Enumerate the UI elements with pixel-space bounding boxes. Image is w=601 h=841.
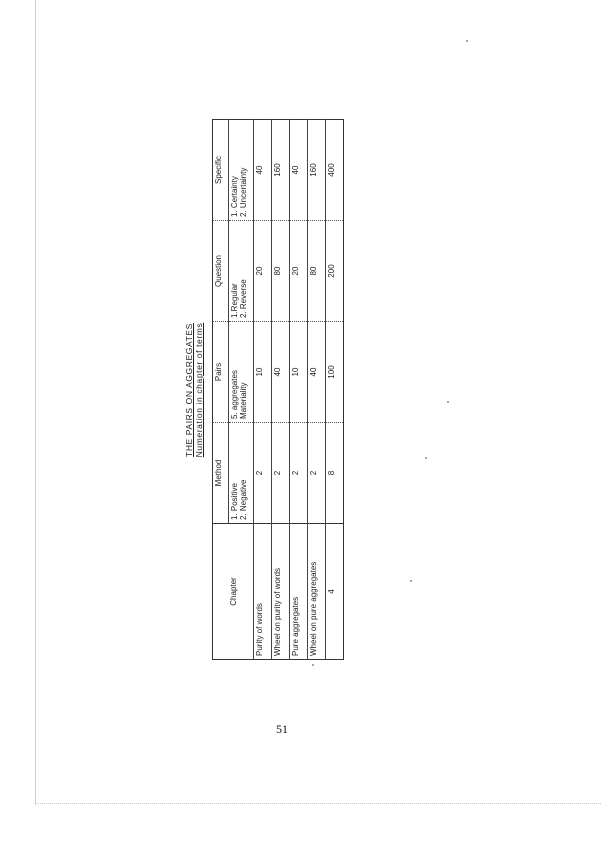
table-cell: 10 <box>254 322 272 423</box>
options-cell-specific <box>229 120 254 221</box>
table-cell: 2 <box>290 423 308 524</box>
table-cell: 2 <box>308 423 326 524</box>
table-title: THE PAIRS ON AGGREGATES <box>184 323 194 457</box>
option-line: 1. Positive <box>230 483 239 520</box>
row-label: Purity of words <box>254 524 272 660</box>
options-cell-pairs <box>229 322 254 423</box>
page-bottom-rule <box>35 803 601 805</box>
table-cell: 100 <box>326 322 344 423</box>
option-line: 1. Certainty <box>230 176 239 217</box>
option-line: 2. Uncertainty <box>239 167 248 217</box>
option-line: 2. Reverse <box>239 279 248 318</box>
option-line: 1.Regular <box>230 283 239 318</box>
table-cell: 200 <box>326 221 344 322</box>
option-line: 5. aggregates <box>230 370 239 419</box>
table-row <box>290 120 308 660</box>
table-header-row <box>213 120 229 660</box>
options-cell-question <box>229 221 254 322</box>
table-cell: 8 <box>326 423 344 524</box>
table-cell: 10 <box>290 322 308 423</box>
table-row <box>254 120 272 660</box>
table-row <box>308 120 326 660</box>
page-number: 51 <box>276 722 288 736</box>
table-cell: 20 <box>290 221 308 322</box>
table-cell: 80 <box>308 221 326 322</box>
aggregates-table <box>212 119 344 660</box>
column-header-specific: Specific <box>213 120 229 221</box>
table-title-block <box>184 120 206 660</box>
table-cell: 160 <box>272 120 290 221</box>
chapter-header: Chapter <box>213 524 254 660</box>
table-cell: 2 <box>254 423 272 524</box>
table-cell: 40 <box>290 120 308 221</box>
table-cell: 400 <box>327 163 336 177</box>
scan-speck <box>447 401 449 403</box>
column-header-question: Question <box>213 221 229 322</box>
table-totals-row <box>326 120 344 660</box>
table-subtitle: Numeration in chapter of terms <box>194 322 204 458</box>
options-cell-method <box>229 423 254 524</box>
column-header-pairs: Pairs <box>213 322 229 423</box>
scan-speck <box>425 457 427 459</box>
page-edge-rule <box>35 0 36 805</box>
table-row <box>272 120 290 660</box>
option-line: Materiality <box>239 382 248 419</box>
scan-speck <box>466 40 468 42</box>
row-label: Wheel on purity of words <box>272 524 290 660</box>
table-cell: 20 <box>254 221 272 322</box>
option-line: 2. Negative <box>239 479 248 520</box>
row-label: Pure aggregates <box>290 524 308 660</box>
rotated-table-block <box>184 120 336 660</box>
table-cell: 160 <box>308 120 326 221</box>
scan-speck <box>410 580 412 582</box>
table-cell: 40 <box>272 322 290 423</box>
table-cell: 2 <box>272 423 290 524</box>
row-label: 4 <box>326 524 344 660</box>
table-cell: 40 <box>308 322 326 423</box>
table-cell: 80 <box>272 221 290 322</box>
table-cell: 40 <box>254 120 272 221</box>
scan-speck <box>312 664 314 666</box>
column-header-method: Method <box>213 423 229 524</box>
row-label: Wheel on pure aggregates <box>308 524 326 660</box>
